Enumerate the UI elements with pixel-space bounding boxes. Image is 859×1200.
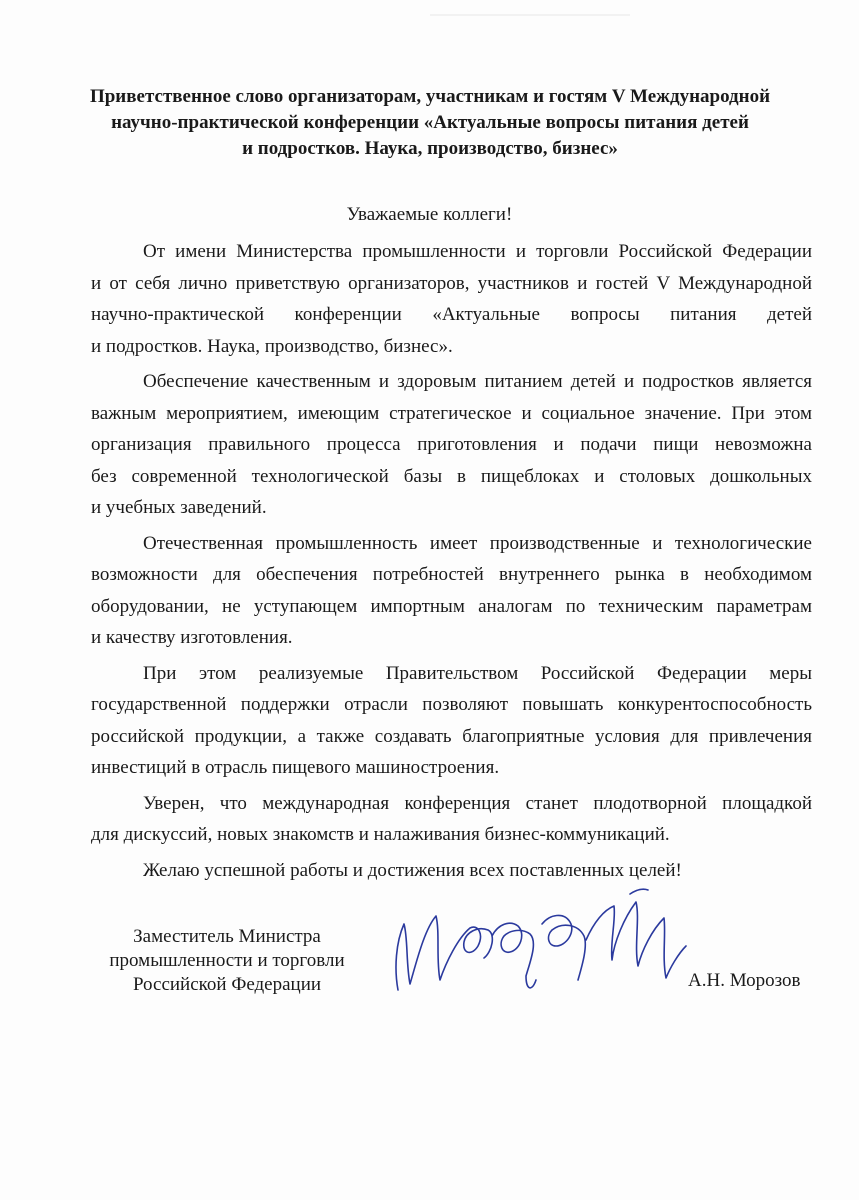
paragraph (91, 658, 812, 784)
text-line: важным мероприятием, имеющим стратегическое и социальное значение. При этом (91, 402, 812, 424)
signer-title-line: промышленности и торговли (109, 950, 345, 971)
title-line: Приветственное слово организаторам, участникам и гостям V Международной (89, 86, 771, 107)
text-line: и качеству изготовления. (91, 627, 293, 648)
letter-body (91, 236, 812, 886)
paragraph (91, 366, 812, 524)
signer-name: А.Н. Морозов (688, 970, 801, 991)
paragraph (91, 788, 812, 851)
text-line: научно-практической конференции «Актуальные вопросы питания детей (91, 304, 812, 325)
text-line: организация правильного процесса приготовления и подачи пищи невозможна (91, 434, 812, 455)
handwritten-signature (380, 880, 710, 1015)
signer-title-line: Заместитель Министра (133, 926, 321, 947)
paragraph (91, 528, 812, 654)
text-line: оборудовании, не уступающем импортным аналогам по техническим параметрам (91, 595, 812, 617)
text-line: и от себя лично приветствую организаторов, участников и гостей V Международной (91, 272, 812, 294)
text-line: Обеспечение качественным и здоровым питанием детей и подростков является (143, 371, 812, 392)
text-line: государственной поддержки отрасли позволяют повышать конкурентоспособность (91, 694, 812, 715)
text-line: От имени Министерства промышленности и торговли Российской Федерации (143, 241, 812, 262)
letter-title (80, 84, 780, 162)
signer-title-line: Российской Федерации (132, 974, 322, 995)
scan-mark (430, 14, 630, 16)
signer-title (92, 925, 362, 997)
title-line: и подростков. Наука, производство, бизнес» (242, 138, 618, 159)
text-line: Желаю успешной работы и достижения всех поставленных целей! (143, 859, 682, 881)
text-line: Уверен, что международная конференция станет плодотворной площадкой (143, 792, 812, 814)
text-line: возможности для обеспечения потребностей внутреннего рынка в необходимом (91, 564, 812, 585)
title-line: научно-практической конференции «Актуальные вопросы питания детей (111, 112, 749, 133)
text-line: инвестиций в отрасль пищевого машиностроения. (91, 757, 500, 778)
text-line: и учебных заведений. (91, 497, 267, 518)
text-line: Отечественная промышленность имеет производственные и технологические (143, 532, 812, 554)
text-line: При этом реализуемые Правительством Российской Федерации меры (143, 662, 812, 684)
text-line: и подростков. Наука, производство, бизнес». (91, 335, 453, 357)
text-line: без современной технологической базы в пищеблоках и столовых дошкольных (91, 465, 812, 487)
text-line: российской продукции, а также создавать благоприятные условия для привлечения (91, 725, 812, 747)
text-line: для дискуссий, новых знакомств и налаживания бизнес-коммуникаций. (91, 824, 670, 845)
greeting: Уважаемые коллеги! (346, 204, 513, 225)
paragraph (91, 236, 812, 362)
